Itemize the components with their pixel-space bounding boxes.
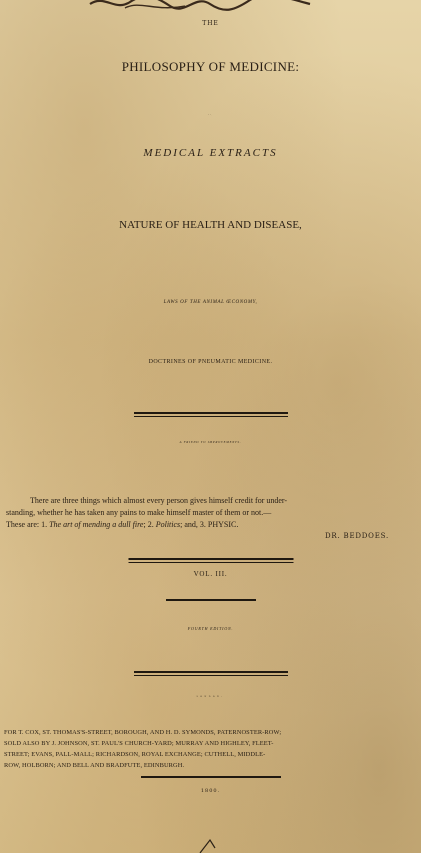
author-line: A FRIEND TO IMPROVEMENTS. [179,440,242,444]
imprint-line-4: ROW, HOLBORN; AND BELL AND BRADFUTE, EDINBURGH. [4,762,185,769]
publication-year: 1800. [200,788,221,794]
divider-rule [128,558,293,563]
epigraph-line-1: There are three things which almost every person gives himself credit for under- [30,496,288,505]
epigraph-attribution: DR. BEDDOES. [324,532,389,540]
divider-rule [134,671,288,676]
volume-label: VOL. III. [193,570,228,578]
title-article: THE [202,20,219,27]
place-label: LONDON: [196,696,225,698]
divider-rule [134,412,288,417]
epigraph-line-3: These are: 1. The art of mending a dull fire; 2. Politics; and, 3. PHYSIC. [6,520,239,529]
main-title: PHILOSOPHY OF MEDICINE: [121,59,300,74]
handwritten-signature [85,0,315,16]
epigraph-line-2: standing, whether he has taken any pains to make himself master of them or not.— [6,508,272,517]
ink-mark-icon [195,838,225,853]
imprint-line-3: STREET; EVANS, PALL-MALL; RICHARDSON, ROYAL EXCHANGE; CUTHELL, MIDDLE- [4,751,266,758]
doctrines-line: DOCTRINES OF PNEUMATIC MEDICINE. [148,359,273,365]
edition-label: FOURTH EDITION. [187,626,234,631]
imprint-line-2: SOLD ALSO BY J. JOHNSON, ST. PAUL'S CHURCH-YARD; MURRAY AND HIGHLEY, FLEET- [4,740,274,747]
subtitle: MEDICAL EXTRACTS [143,147,278,159]
divider-rule [166,599,256,601]
laws-line: LAWS OF THE ANIMAL ŒCONOMY, [163,300,258,305]
printer-line [0,717,421,728]
title-or: OR, [208,115,213,116]
imprint-line-1: FOR T. COX, ST. THOMAS'S-STREET, BOROUGH, AND H. D. SYMONDS, PATERNOSTER-ROW; [4,729,282,736]
nature-line: NATURE OF HEALTH AND DISEASE, [119,219,302,231]
divider-rule [141,776,281,778]
